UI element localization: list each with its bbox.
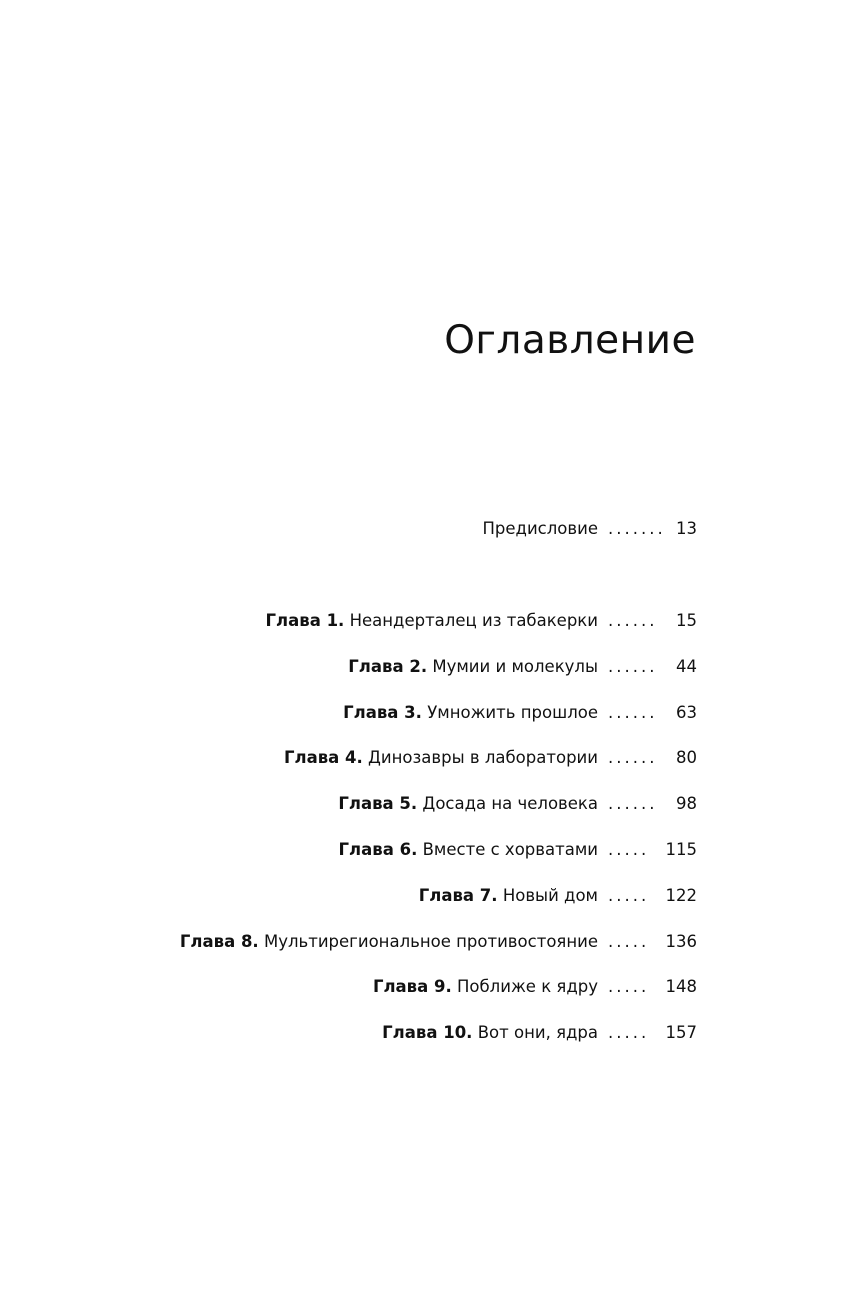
toc-entry-text [284, 745, 598, 771]
toc-entry-text [339, 837, 598, 863]
toc-entry-chapter-2[interactable] [0, 654, 856, 680]
dot-leader: ..... [608, 977, 650, 996]
page-number: 136 [665, 932, 697, 951]
toc-entry-text [348, 654, 598, 680]
dot-leader: ..... [608, 886, 650, 905]
entry-title: Мультирегиональное противостояние [263, 932, 598, 951]
entry-title: Умножить прошлое [427, 703, 598, 722]
chapter-number: Глава 10. [382, 1023, 473, 1042]
page-number: 13 [676, 519, 697, 538]
toc-entry-chapter-4[interactable] [0, 745, 856, 771]
toc-entry-text [338, 791, 598, 817]
chapter-number: Глава 9. [372, 977, 452, 996]
chapter-number: Глава 3. [343, 703, 422, 722]
chapter-number: Глава 7. [418, 886, 498, 905]
toc-entry-chapter-8[interactable] [0, 929, 856, 955]
entry-title: Досада на человека [422, 794, 598, 813]
dot-leader: ..... [608, 1023, 650, 1042]
entry-title: Предисловие [482, 519, 598, 538]
page-number: 122 [665, 886, 697, 905]
toc-entry-chapter-5[interactable] [0, 791, 856, 817]
page-number: 148 [665, 977, 697, 996]
dot-leader: ..... [608, 932, 650, 951]
page-number: 80 [676, 748, 697, 767]
chapter-number: Глава 4. [283, 748, 363, 767]
page-number: 98 [676, 794, 697, 813]
page-number: 115 [665, 840, 697, 859]
entry-title: Мумии и молекулы [432, 657, 598, 676]
toc-entry-text [483, 516, 598, 542]
chapter-number: Глава 2. [348, 657, 428, 676]
dot-leader: ...... [608, 748, 658, 767]
toc-entry-chapter-1[interactable] [0, 608, 856, 634]
toc-entry-text [266, 608, 598, 634]
entry-title: Вот они, ядра [477, 1023, 598, 1042]
chapter-number: Глава 5. [338, 794, 418, 813]
chapter-number: Глава 8. [179, 932, 259, 951]
toc-entry-chapter-6[interactable] [0, 837, 856, 863]
dot-leader: ...... [608, 657, 658, 676]
entry-title: Неандерталец из табакерки [349, 611, 598, 630]
toc-entry-chapter-7[interactable] [0, 883, 856, 909]
toc-entry-text [382, 1020, 598, 1046]
dot-leader: ..... [608, 840, 650, 859]
dot-leader: ...... [608, 703, 658, 722]
toc-entry-chapter-9[interactable] [0, 974, 856, 1000]
page-number: 157 [665, 1023, 697, 1042]
toc-entry-text [419, 883, 598, 909]
page-number: 15 [676, 611, 697, 630]
page-number: 44 [676, 657, 697, 676]
toc-entry-text [373, 974, 598, 1000]
toc-entry-chapter-3[interactable] [0, 700, 856, 726]
page-title: Оглавление [444, 318, 696, 363]
chapter-number: Глава 6. [338, 840, 418, 859]
dot-leader: ....... [608, 519, 666, 538]
toc-entry-text [180, 929, 598, 955]
toc-entry-text [343, 700, 598, 726]
entry-title: Динозавры в лаборатории [368, 748, 598, 767]
entry-title: Новый дом [502, 886, 598, 905]
dot-leader: ...... [608, 611, 658, 630]
toc-entry-preface[interactable] [0, 516, 856, 542]
page-number: 63 [676, 703, 697, 722]
toc-entry-chapter-10[interactable] [0, 1020, 856, 1046]
entry-title: Вместе с хорватами [422, 840, 598, 859]
entry-title: Поближе к ядру [457, 977, 598, 996]
chapter-number: Глава 1. [265, 611, 345, 630]
dot-leader: ...... [608, 794, 658, 813]
